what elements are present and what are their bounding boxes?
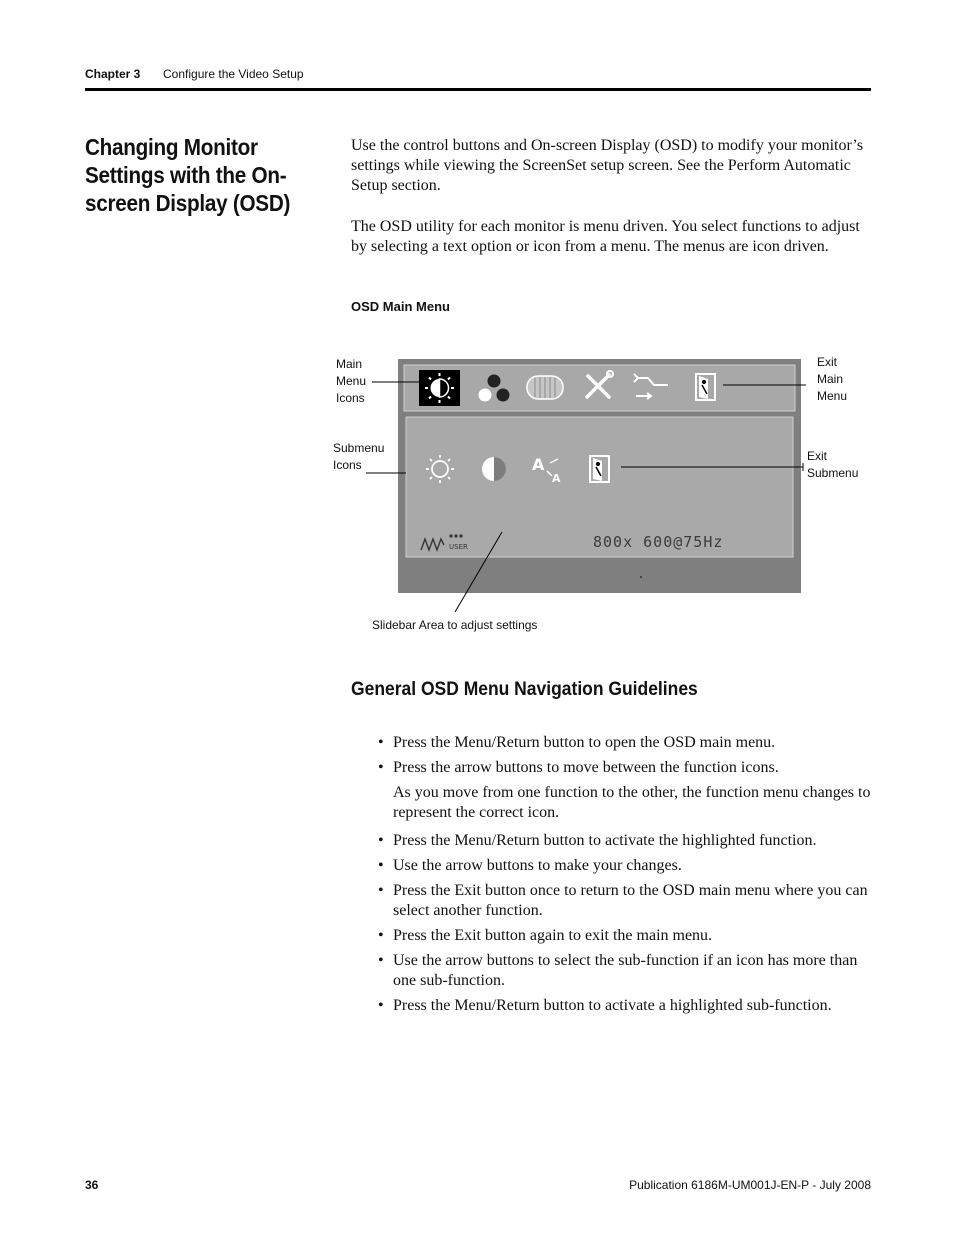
figure-caption: OSD Main Menu: [351, 299, 450, 314]
intro-paragraph: Use the control buttons and On-screen Display (OSD) to modify your monitor’s settings while viewing the ScreenSet setup screen. See the Perform Automatic Setup section.: [351, 137, 864, 194]
osd-utility-paragraph: The OSD utility for each monitor is menu driven. You select functions to adjust by selecting a text option or icon from a menu. The menus are icon driven.: [351, 218, 860, 255]
list-note: As you move from one function to the other, the function menu changes to represent the correct icon.: [393, 784, 871, 821]
callout-exit-submenu: Exit Submenu: [807, 449, 859, 480]
mode-label: USER: [449, 543, 468, 551]
svg-text:A: A: [532, 455, 545, 474]
list-item: • Press the Exit button again to exit the main menu.: [378, 927, 713, 944]
list-item: • Press the Menu/Return button to open the OSD main menu.: [378, 734, 776, 751]
callout-main-menu-icons: Main Menu Icons: [336, 357, 367, 405]
chapter-label: Chapter 3: [85, 67, 141, 81]
section-title: Changing Monitor Settings with the On-screen Display (OSD): [85, 134, 291, 216]
callout-submenu-icons: Submenu Icons: [333, 441, 385, 472]
callout-exit-main-menu: Exit Main Menu: [817, 355, 848, 403]
list-item: • Press the Menu/Return button to activate the highlighted function.: [378, 832, 817, 849]
list-item: • Press the arrow buttons to move between the function icons.: [378, 759, 779, 776]
callout-slidebar: Slidebar Area to adjust settings: [372, 618, 538, 632]
resolution-readout: 800x 600@75Hz: [593, 533, 724, 551]
guidelines-list: [378, 733, 871, 1021]
list-item: • Use the arrow buttons to select the sub-function if an icon has more than one sub-function.: [378, 952, 858, 989]
guidelines-title: General OSD Menu Navigation Guidelines: [351, 679, 698, 700]
svg-text:A: A: [552, 472, 561, 485]
page-number: 36: [85, 1178, 99, 1192]
publication-info: Publication 6186M-UM001J-EN-P - July 2008: [629, 1178, 871, 1192]
list-item: • Press the Menu/Return button to activate a highlighted sub-function.: [378, 997, 832, 1014]
chapter-title: Configure the Video Setup: [163, 67, 304, 81]
list-item: • Press the Exit button once to return to the OSD main menu where you can select another function.: [378, 882, 868, 919]
list-item: • Use the arrow buttons to make your changes.: [378, 857, 682, 874]
